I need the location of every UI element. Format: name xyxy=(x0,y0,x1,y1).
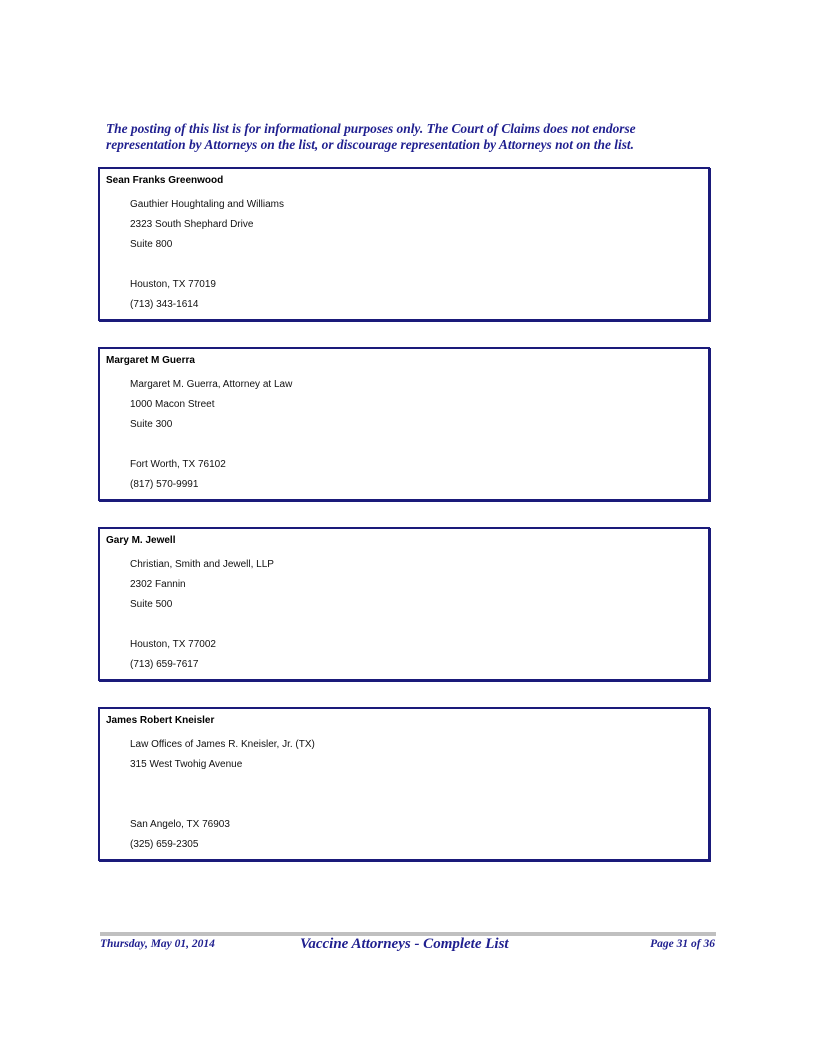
phone-number: (817) 570-9991 xyxy=(130,479,199,490)
phone-number: (713) 659-7617 xyxy=(130,659,199,670)
disclaimer-line-2: representation by Attorneys on the list, or discourage representation by Attorneys not on the list. xyxy=(106,137,634,152)
phone-number: (325) 659-2305 xyxy=(130,839,199,850)
disclaimer-line-1: The posting of this list is for informational purposes only. The Court of Claims does not endorse xyxy=(106,121,636,136)
city-state-zip: Houston, TX 77019 xyxy=(130,279,216,290)
address-line-1: 2323 South Shephard Drive xyxy=(130,219,254,230)
disclaimer xyxy=(106,121,746,153)
firm-name: Gauthier Houghtaling and Williams xyxy=(130,199,284,210)
attorney-name: Gary M. Jewell xyxy=(106,535,176,546)
city-state-zip: Fort Worth, TX 76102 xyxy=(130,459,226,470)
attorney-name: Margaret M Guerra xyxy=(106,355,195,366)
footer-page-number: Page 31 of 36 xyxy=(650,938,715,950)
attorney-name: Sean Franks Greenwood xyxy=(106,175,224,186)
attorney-name: James Robert Kneisler xyxy=(106,715,215,726)
firm-name: Christian, Smith and Jewell, LLP xyxy=(130,559,274,570)
address-line-2: Suite 800 xyxy=(130,239,173,250)
address-line-1: 1000 Macon Street xyxy=(130,399,215,410)
address-line-1: 2302 Fannin xyxy=(130,579,186,590)
attorney-card xyxy=(98,347,710,501)
address-line-1: 315 West Twohig Avenue xyxy=(130,759,243,770)
phone-number: (713) 343-1614 xyxy=(130,299,199,310)
address-line-2: Suite 300 xyxy=(130,419,173,430)
attorney-card xyxy=(98,707,710,861)
attorney-card xyxy=(98,167,710,321)
firm-name: Margaret M. Guerra, Attorney at Law xyxy=(130,379,293,390)
footer-date: Thursday, May 01, 2014 xyxy=(100,938,215,950)
city-state-zip: San Angelo, TX 76903 xyxy=(130,819,230,830)
footer-title: Vaccine Attorneys - Complete List xyxy=(300,936,509,952)
address-line-2: Suite 500 xyxy=(130,599,173,610)
firm-name: Law Offices of James R. Kneisler, Jr. (TX) xyxy=(130,739,315,750)
attorney-card xyxy=(98,527,710,681)
city-state-zip: Houston, TX 77002 xyxy=(130,639,216,650)
